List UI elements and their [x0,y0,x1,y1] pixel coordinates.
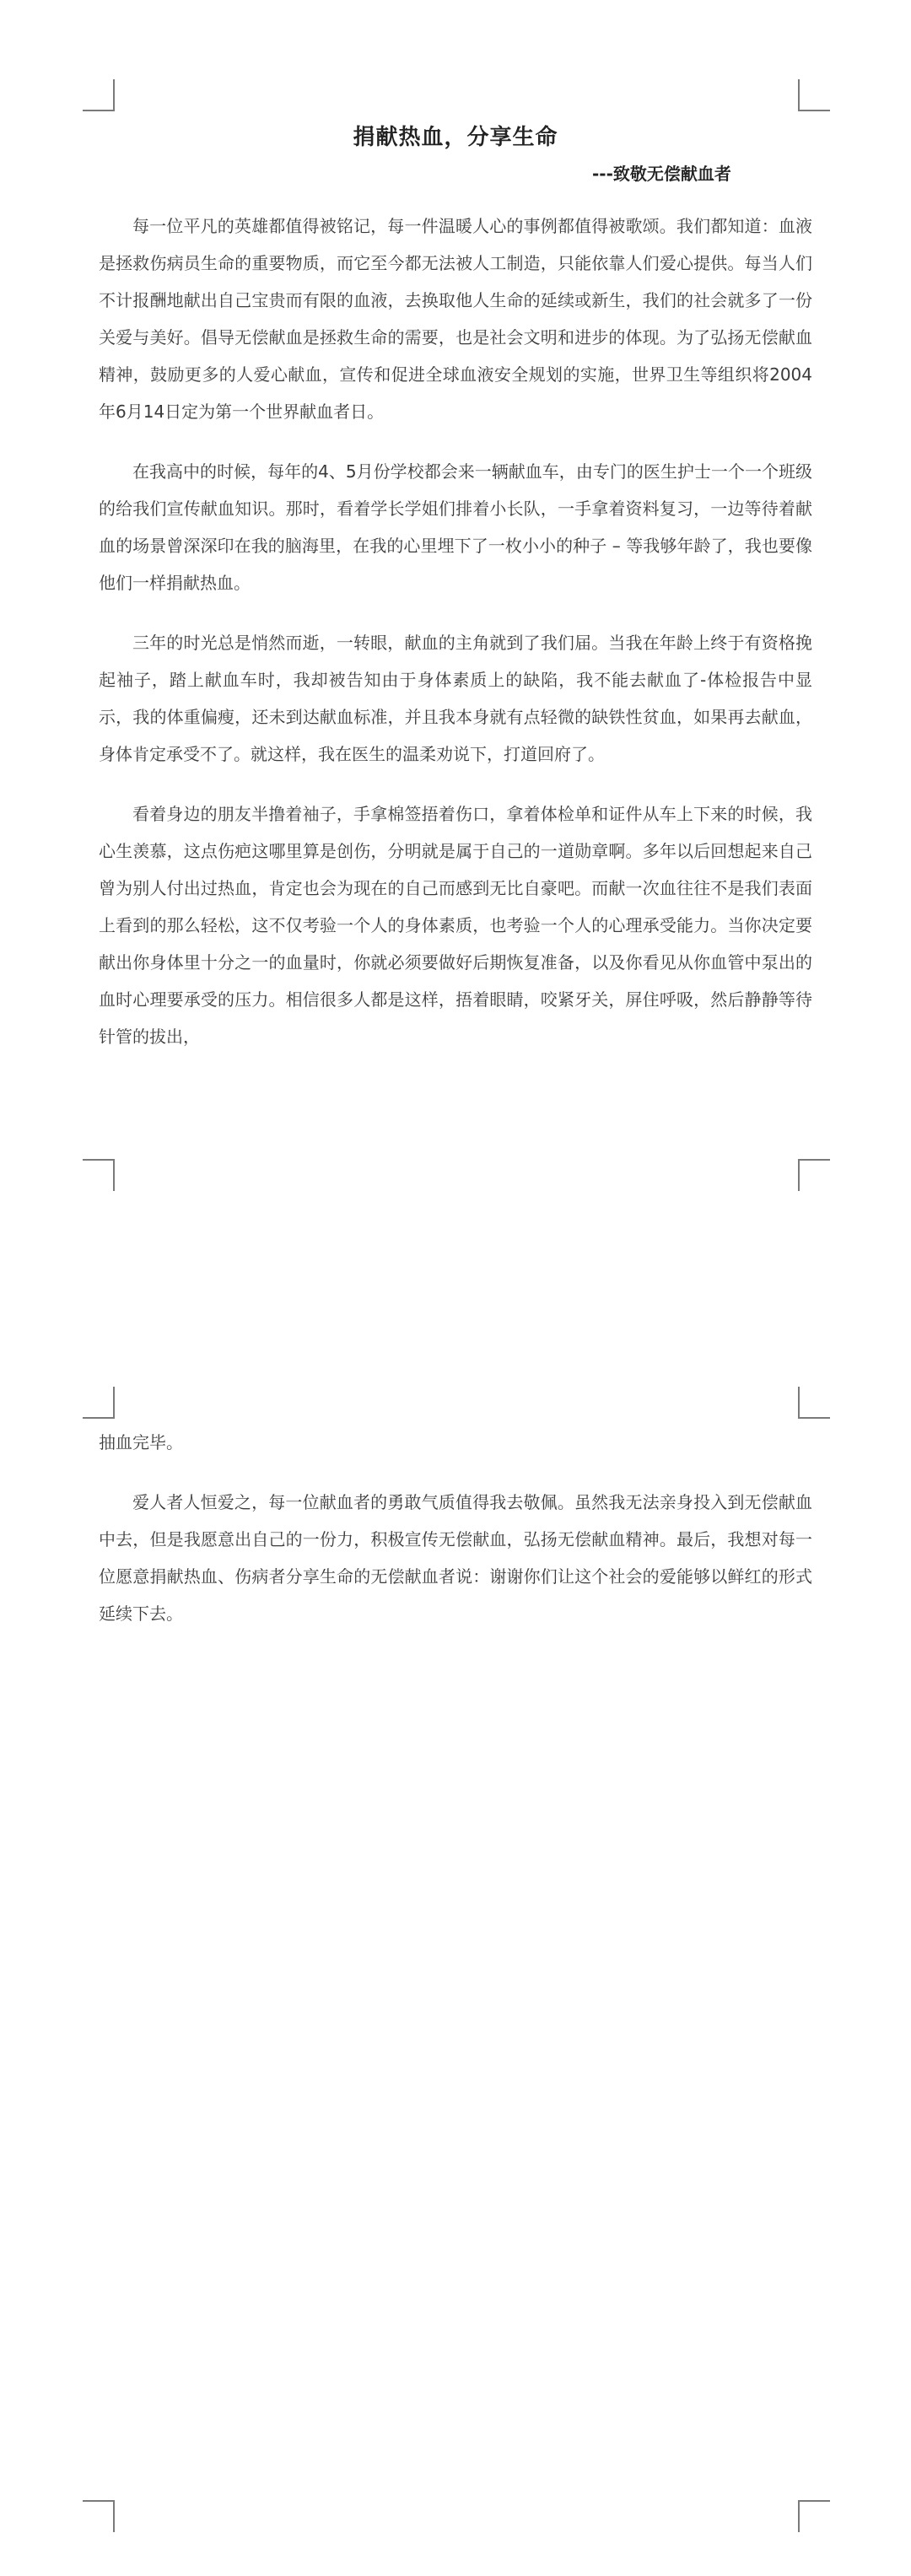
document-page-1 [0,0,911,1189]
document-page-2 [0,1358,911,2576]
crop-mark-bottom-left [83,2500,115,2532]
paragraph-5: 爱人者人恒爱之，每一位献血者的勇敢气质值得我去敬佩。虽然我无法亲身投入到无偿献血中去，但是我愿意出自己的一份力，积极宣传无偿献血，弘扬无偿献血精神。最后，我想对每一位愿意捐献热血、伤病者分享生命的无偿献血者说：谢谢你们让这个社会的爱能够以鲜红的形式延续下去。 [99,1492,812,1624]
crop-mark-bottom-right [798,1159,830,1191]
document-title: 捐献热血，分享生命 [353,125,558,150]
page-1-body [99,207,812,1078]
crop-mark-top-right [798,1387,830,1419]
crop-mark-bottom-right [798,2500,830,2532]
page-2-body [99,1424,812,1655]
paragraph-1: 每一位平凡的英雄都值得被铭记，每一件温暖人心的事例都值得被歌颂。我们都知道：血液是拯救伤病员生命的重要物质，而它至今都无法被人工制造，只能依靠人们爱心提供。每当人们不计报酬地献出自己宝贵而有限的血液，去换取他人生命的延续或新生，我们的社会就多了一份关爱与美好。倡导无偿献血是拯救生命的需要，也是社会文明和进步的体现。为了弘扬无偿献血精神，鼓励更多的人爱心献血，宣传和促进全球血液安全规划的实施，世界卫生等组织将2004年6月14日定为第一个世界献血者日。 [99,216,812,422]
crop-mark-bottom-left [83,1159,115,1191]
paragraph-continuation: 抽血完毕。 [99,1432,183,1452]
crop-mark-top-left [83,79,115,111]
crop-mark-top-left [83,1387,115,1419]
crop-mark-top-right [798,79,830,111]
paragraph-2: 在我高中的时候，每年的4、5月份学校都会来一辆献血车，由专门的医生护士一个一个班级的给我们宣传献血知识。那时，看着学长学姐们排着小长队，一手拿着资料复习，一边等待着献血的场景曾深深印在我的脑海里，在我的心里埋下了一枚小小的种子 – 等我够年龄了，我也要像他们一样捐献热血。 [99,461,812,593]
document-subtitle: ---致敬无偿献血者 [592,164,731,184]
paragraph-4: 看着身边的朋友半撸着袖子，手拿棉签捂着伤口，拿着体检单和证件从车上下来的时候，我心生羡慕，这点伤疤这哪里算是创伤，分明就是属于自己的一道勋章啊。多年以后回想起来自己曾为别人付出过热血，肯定也会为现在的自己而感到无比自豪吧。而献一次血往往不是我们表面上看到的那么轻松，这不仅考验一个人的身体素质，也考验一个人的心理承受能力。当你决定要献出你身体里十分之一的血量时，你就必须要做好后期恢复准备，以及你看见从你血管中泵出的血时心理要承受的压力。相信很多人都是这样，捂着眼睛，咬紧牙关，屏住呼吸，然后静静等待针管的拔出， [99,804,812,1047]
paragraph-3: 三年的时光总是悄然而逝，一转眼，献血的主角就到了我们届。当我在年龄上终于有资格挽起袖子，踏上献血车时，我却被告知由于身体素质上的缺陷，我不能去献血了-体检报告中显示，我的体重偏瘦，还未到达献血标准，并且我本身就有点轻微的缺铁性贫血，如果再去献血，身体肯定承受不了。就这样，我在医生的温柔劝说下，打道回府了。 [99,633,812,764]
